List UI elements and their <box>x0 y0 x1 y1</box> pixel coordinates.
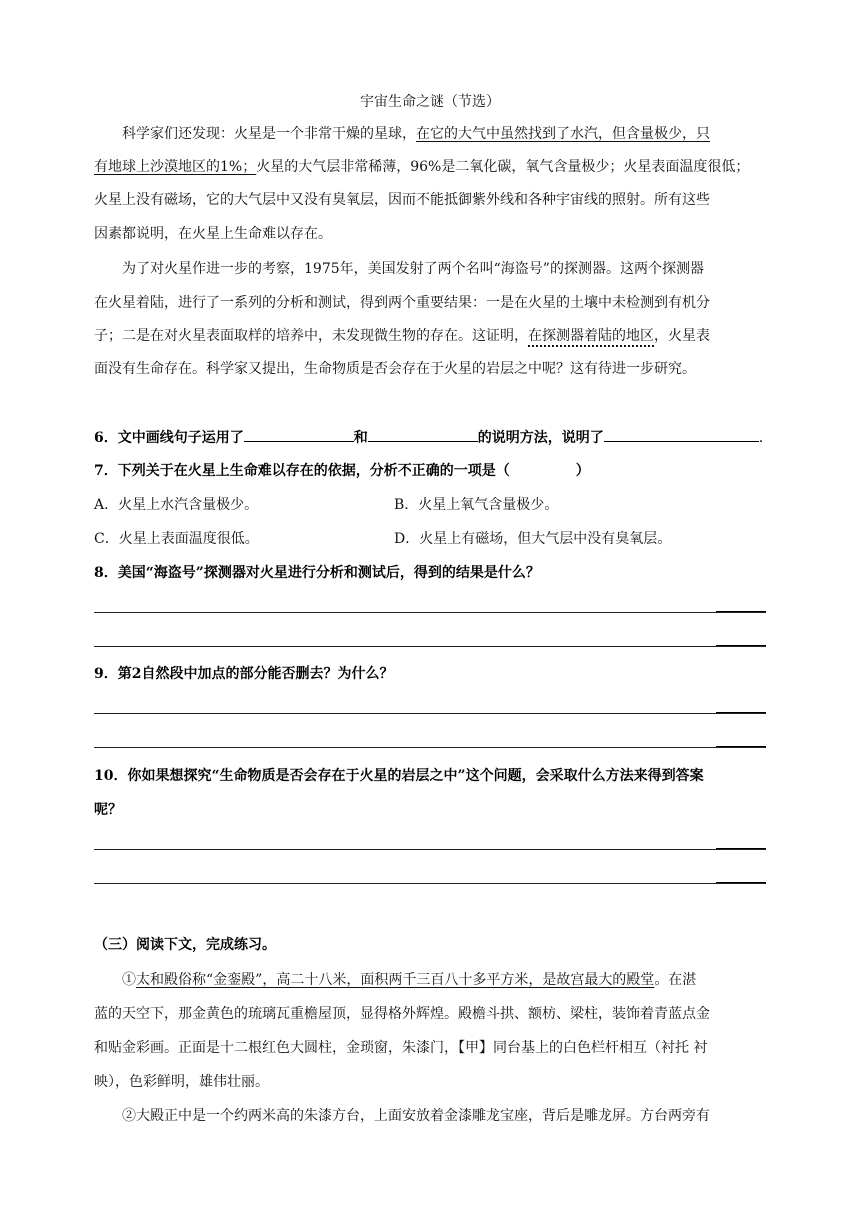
option-b[interactable]: B．火星上氧气含量极少。 <box>394 497 559 513</box>
q6-blank-1[interactable] <box>244 427 354 442</box>
q9-answer-line-1[interactable] <box>94 713 766 714</box>
underlined-sentence: 在它的大气中虽然找到了水汽，但含量极少，只 <box>416 126 710 142</box>
q10-answer-line-1[interactable] <box>94 849 766 850</box>
question-6 <box>94 427 763 448</box>
q6-text: 6．文中画线句子运用了 <box>94 430 244 446</box>
underlined-sentence-end: 有地球上沙漠地区的1%； <box>94 159 257 175</box>
p1-text: 火星的大气层非常稀薄，96%是二氧化碳，氧气含量极少；火星表面温度很低； <box>256 159 750 175</box>
option-a[interactable]: A．火星上水汽含量极少。 <box>94 497 259 513</box>
question-10-line1: 10．你如果想探究“生命物质是否会存在于火星的岩层之中”这个问题，会采取什么方法来得到答案 <box>94 768 704 784</box>
question-8: 8．美国“海盗号”探测器对火星进行分析和测试后，得到的结果是什么？ <box>94 565 540 581</box>
q6-period: . <box>758 430 764 446</box>
p1-line1 <box>122 124 794 144</box>
s3-p2-line1: ②大殿正中是一个约两米高的朱漆方台，上面安放着金漆雕龙宝座，背后是雕龙屏。方台两旁有 <box>122 1108 710 1124</box>
s3-p1-line1 <box>122 970 794 990</box>
section3-heading: （三）阅读下文，完成练习。 <box>94 937 276 953</box>
s3-p1-text: 。在湛 <box>654 972 697 988</box>
p2-text: 子；二是在对火星表面取样的培养中，未发现微生物的存在。这证明， <box>94 328 528 344</box>
p1-text: 科学家们还发现：火星是一个非常干燥的星球， <box>122 126 416 142</box>
option-c[interactable]: C．火星上表面温度很低。 <box>94 531 259 547</box>
q9-answer-line-2[interactable] <box>94 747 766 748</box>
q8-answer-line-1[interactable] <box>94 612 766 613</box>
s3-underlined-sentence: 太和殿俗称“金銮殿”，高二十八米，面积两千三百八十多平方米，是故宫最大的殿堂 <box>136 972 655 988</box>
p2-line3 <box>94 326 766 346</box>
question-7 <box>94 461 590 481</box>
q6-text: 的说明方法，说明了 <box>477 430 604 446</box>
q7-close: ） <box>575 463 590 479</box>
q6-text: 和 <box>353 430 368 446</box>
q6-blank-3[interactable] <box>604 427 759 442</box>
s3-p1-line2: 蓝的天空下，那金黄色的琉璃瓦重檐屋顶，显得格外辉煌。殿檐斗拱、额枋、梁柱，装饰着青蓝点金 <box>94 1006 710 1022</box>
p2-text: ，火星表 <box>654 328 710 344</box>
p1-line4: 因素都说明，在火星上生命难以存在。 <box>94 226 332 242</box>
s3-p1-line3: 和贴金彩画。正面是十二根红色大圆柱，金琐窗，朱漆门，【甲】同台基上的白色栏杆相互（衬托 衬 <box>94 1040 708 1056</box>
p1-line3: 火星上没有磁场，它的大气层中又没有臭氧层，因而不能抵御紫外线和各种宇宙线的照射。所有这些 <box>94 192 710 208</box>
q6-blank-2[interactable] <box>368 427 478 442</box>
question-9: 9．第2自然段中加点的部分能否删去？为什么？ <box>94 666 394 682</box>
s3-p1-number: ① <box>122 972 136 988</box>
option-d[interactable]: D．火星上有磁场，但大气层中没有臭氧层。 <box>394 531 672 547</box>
q7-stem: 7．下列关于在火星上生命难以存在的依据，分析不正确的一项是（ <box>94 463 510 479</box>
s3-p1-line4: 映），色彩鲜明，雄伟壮丽。 <box>94 1074 269 1090</box>
passage-title: 宇宙生命之谜（节选） <box>360 94 500 110</box>
p2-line2: 在火星着陆，进行了一系列的分析和测试，得到两个重要结果：一是在火星的土壤中未检测到有机分 <box>94 295 710 311</box>
p1-line2 <box>94 157 766 177</box>
q10-answer-line-2[interactable] <box>94 883 766 884</box>
p2-line1: 为了对火星作进一步的考察，1975年，美国发射了两个名叫“海盗号”的探测器。这两个探测器 <box>122 261 704 277</box>
question-10-line2: 呢？ <box>94 802 122 818</box>
p2-line4: 面没有生命存在。科学家又提出，生命物质是否会存在于火星的岩层之中呢？这有待进一步研究。 <box>94 361 696 377</box>
q8-answer-line-2[interactable] <box>94 646 766 647</box>
dotted-phrase: 在探测器着陆的地区 <box>528 328 654 344</box>
